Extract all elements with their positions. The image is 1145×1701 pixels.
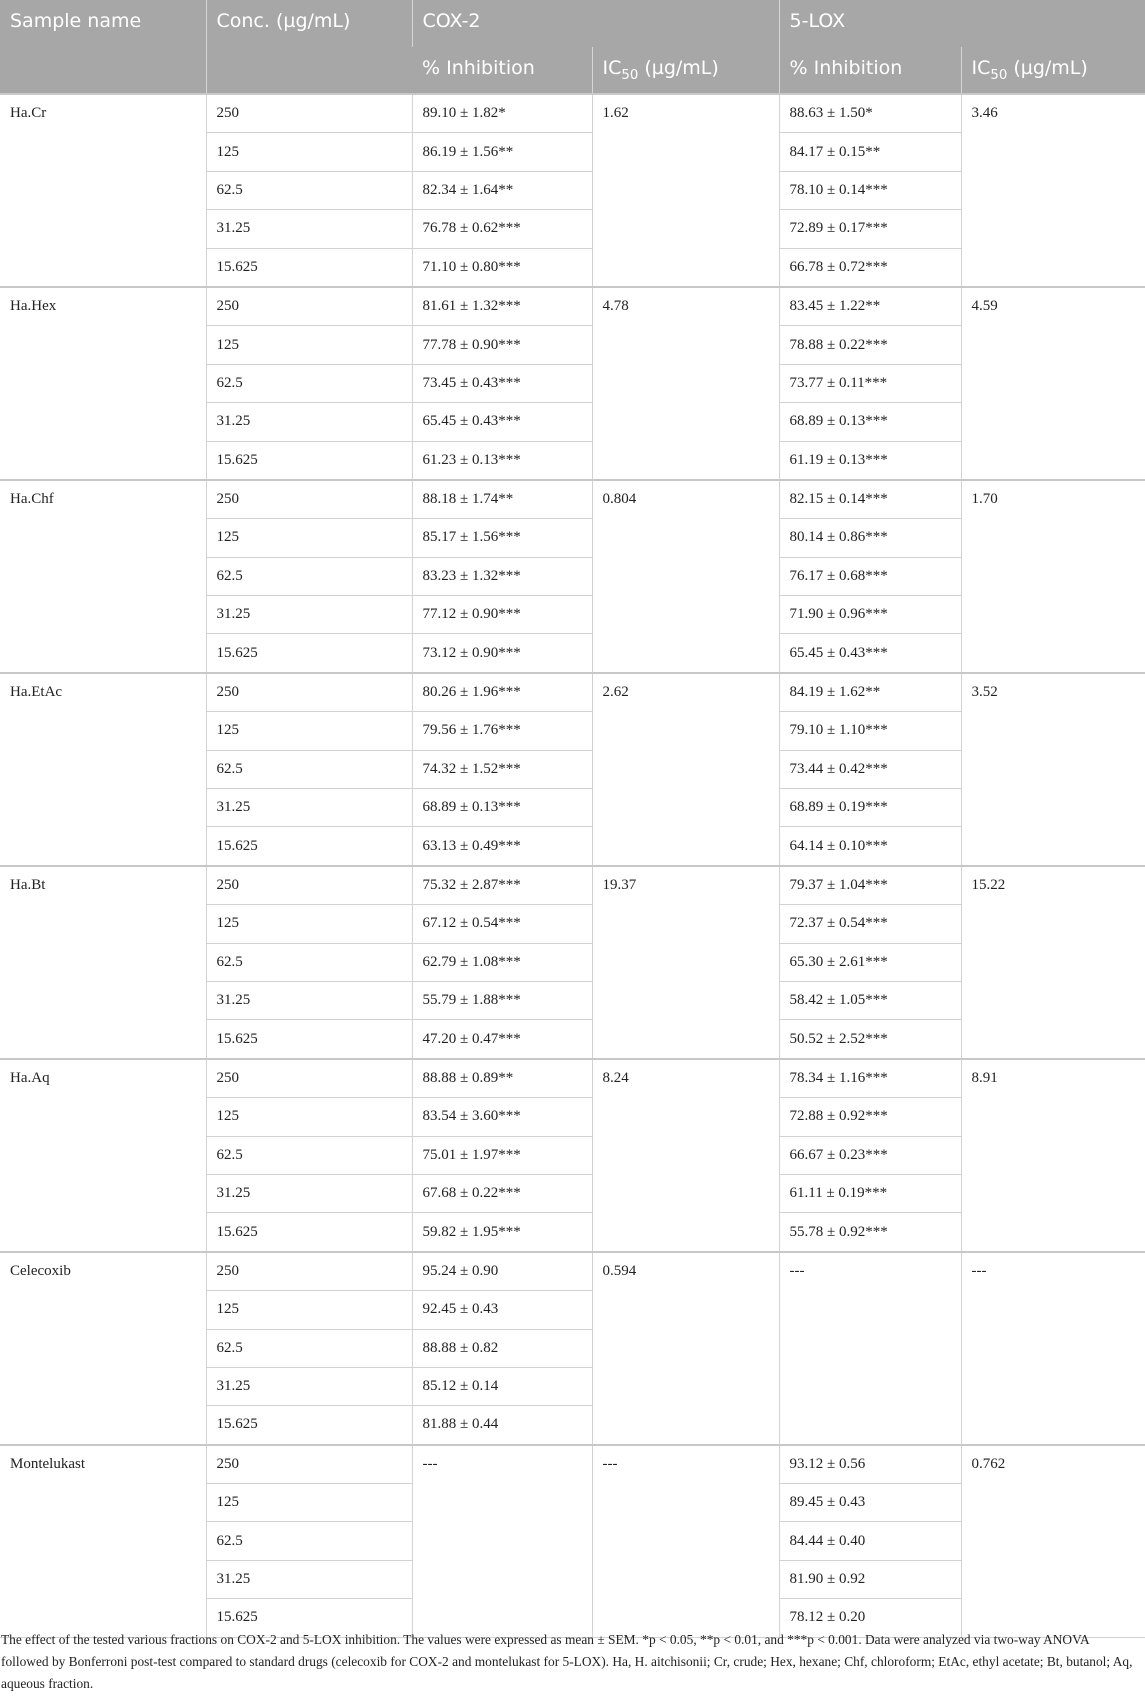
cox2-ic50-cell: 0.804: [592, 480, 779, 673]
5lox-inhibition-cell: 93.12 ± 0.56: [779, 1445, 961, 1484]
cox2-inhibition-cell: 62.79 ± 1.08***: [412, 943, 592, 981]
cox2-inhibition-cell: 75.01 ± 1.97***: [412, 1136, 592, 1174]
5lox-ic50-cell: 0.762: [961, 1445, 1145, 1637]
5lox-inhibition-cell: 66.78 ± 0.72***: [779, 248, 961, 287]
table-row: [0, 866, 1145, 905]
cox2-inhibition-cell: 95.24 ± 0.90: [412, 1252, 592, 1291]
5lox-inhibition-cell: 55.78 ± 0.92***: [779, 1213, 961, 1252]
sample-name-cell: Montelukast: [0, 1445, 206, 1637]
5lox-inhibition-cell: 73.77 ± 0.11***: [779, 364, 961, 402]
cox2-inhibition-cell: 73.12 ± 0.90***: [412, 634, 592, 673]
conc-cell: 250: [206, 94, 412, 133]
cox2-inhibition-cell: 77.12 ± 0.90***: [412, 596, 592, 634]
cox2-ic50-cell: 4.78: [592, 287, 779, 480]
conc-cell: 31.25: [206, 789, 412, 827]
table-body: [0, 94, 1145, 1637]
sample-name-cell: Ha.Aq: [0, 1059, 206, 1252]
cox2-inhibition-cell: 73.45 ± 0.43***: [412, 364, 592, 402]
conc-cell: 31.25: [206, 1560, 412, 1598]
5lox-inhibition-cell: 89.45 ± 0.43: [779, 1484, 961, 1522]
cox2-inhibition-cell: ---: [412, 1445, 592, 1637]
5lox-inhibition-cell: 65.45 ± 0.43***: [779, 634, 961, 673]
5lox-inhibition-cell: 64.14 ± 0.10***: [779, 827, 961, 866]
cox2-inhibition-cell: 67.68 ± 0.22***: [412, 1174, 592, 1212]
sample-name-cell: Ha.Chf: [0, 480, 206, 673]
header-conc: Conc. (µg/mL): [206, 0, 412, 94]
conc-cell: 125: [206, 712, 412, 750]
5lox-inhibition-cell: 79.37 ± 1.04***: [779, 866, 961, 905]
conc-cell: 15.625: [206, 248, 412, 287]
conc-cell: 125: [206, 133, 412, 171]
conc-cell: 31.25: [206, 1367, 412, 1405]
5lox-ic50-cell: 8.91: [961, 1059, 1145, 1252]
conc-cell: 62.5: [206, 171, 412, 209]
conc-cell: 250: [206, 287, 412, 326]
conc-cell: 15.625: [206, 1599, 412, 1637]
cox2-inhibition-cell: 67.12 ± 0.54***: [412, 905, 592, 943]
5lox-ic50-cell: 3.46: [961, 94, 1145, 287]
sample-name-cell: Ha.Cr: [0, 94, 206, 287]
5lox-inhibition-cell: 71.90 ± 0.96***: [779, 596, 961, 634]
conc-cell: 250: [206, 673, 412, 712]
sample-name-cell: Ha.Hex: [0, 287, 206, 480]
conc-cell: 31.25: [206, 596, 412, 634]
conc-cell: 62.5: [206, 1136, 412, 1174]
5lox-inhibition-cell: 72.37 ± 0.54***: [779, 905, 961, 943]
table-row: [0, 287, 1145, 326]
conc-cell: 125: [206, 1098, 412, 1136]
header-5lox-ic50: $IC_{50}$ (µg/mL): [961, 47, 1145, 94]
header-5lox-inhibition: % Inhibition: [779, 47, 961, 94]
cox2-inhibition-cell: 88.18 ± 1.74**: [412, 480, 592, 519]
5lox-inhibition-cell: 72.88 ± 0.92***: [779, 1098, 961, 1136]
cox2-inhibition-cell: 65.45 ± 0.43***: [412, 403, 592, 441]
cox2-inhibition-cell: 61.23 ± 0.13***: [412, 441, 592, 480]
5lox-inhibition-cell: 84.44 ± 0.40: [779, 1522, 961, 1560]
5lox-inhibition-cell: 78.12 ± 0.20: [779, 1599, 961, 1637]
5lox-inhibition-cell: 61.11 ± 0.19***: [779, 1174, 961, 1212]
conc-cell: 15.625: [206, 634, 412, 673]
5lox-inhibition-cell: 61.19 ± 0.13***: [779, 441, 961, 480]
conc-cell: 31.25: [206, 1174, 412, 1212]
5lox-inhibition-cell: 88.63 ± 1.50*: [779, 94, 961, 133]
table-row: [0, 1059, 1145, 1098]
5lox-inhibition-cell: ---: [779, 1252, 961, 1445]
cox2-inhibition-cell: 82.34 ± 1.64**: [412, 171, 592, 209]
conc-cell: 250: [206, 1059, 412, 1098]
5lox-inhibition-cell: 84.19 ± 1.62**: [779, 673, 961, 712]
conc-cell: 15.625: [206, 1406, 412, 1445]
5lox-ic50-cell: 4.59: [961, 287, 1145, 480]
5lox-inhibition-cell: 81.90 ± 0.92: [779, 1560, 961, 1598]
5lox-inhibition-cell: 50.52 ± 2.52***: [779, 1020, 961, 1059]
table-row: [0, 673, 1145, 712]
conc-cell: 250: [206, 1252, 412, 1291]
cox2-inhibition-cell: 83.23 ± 1.32***: [412, 557, 592, 595]
cox2-inhibition-cell: 47.20 ± 0.47***: [412, 1020, 592, 1059]
conc-cell: 125: [206, 326, 412, 364]
cox2-ic50-cell: 19.37: [592, 866, 779, 1059]
5lox-inhibition-cell: 66.67 ± 0.23***: [779, 1136, 961, 1174]
conc-cell: 125: [206, 905, 412, 943]
conc-cell: 250: [206, 480, 412, 519]
5lox-inhibition-cell: 78.10 ± 0.14***: [779, 171, 961, 209]
table-row: [0, 1252, 1145, 1291]
sample-name-cell: Celecoxib: [0, 1252, 206, 1445]
5lox-inhibition-cell: 68.89 ± 0.13***: [779, 403, 961, 441]
5lox-inhibition-cell: 82.15 ± 0.14***: [779, 480, 961, 519]
cox2-inhibition-cell: 77.78 ± 0.90***: [412, 326, 592, 364]
5lox-inhibition-cell: 78.88 ± 0.22***: [779, 326, 961, 364]
cox2-ic50-cell: ---: [592, 1445, 779, 1637]
cox2-inhibition-cell: 79.56 ± 1.76***: [412, 712, 592, 750]
cox2-inhibition-cell: 74.32 ± 1.52***: [412, 750, 592, 788]
5lox-inhibition-cell: 76.17 ± 0.68***: [779, 557, 961, 595]
sample-name-cell: Ha.Bt: [0, 866, 206, 1059]
table-row: [0, 480, 1145, 519]
cox2-inhibition-cell: 86.19 ± 1.56**: [412, 133, 592, 171]
5lox-ic50-cell: 1.70: [961, 480, 1145, 673]
5lox-ic50-cell: ---: [961, 1252, 1145, 1445]
header-sample-name: Sample name: [0, 0, 206, 94]
5lox-inhibition-cell: 68.89 ± 0.19***: [779, 789, 961, 827]
cox2-inhibition-cell: 75.32 ± 2.87***: [412, 866, 592, 905]
cox2-inhibition-cell: 83.54 ± 3.60***: [412, 1098, 592, 1136]
conc-cell: 31.25: [206, 981, 412, 1019]
cox2-ic50-cell: 1.62: [592, 94, 779, 287]
conc-cell: 62.5: [206, 364, 412, 402]
conc-cell: 250: [206, 866, 412, 905]
cox2-inhibition-cell: 55.79 ± 1.88***: [412, 981, 592, 1019]
sample-name-cell: Ha.EtAc: [0, 673, 206, 866]
header-cox2-inhibition: % Inhibition: [412, 47, 592, 94]
cox2-inhibition-cell: 88.88 ± 0.89**: [412, 1059, 592, 1098]
conc-cell: 62.5: [206, 943, 412, 981]
cox2-inhibition-cell: 71.10 ± 0.80***: [412, 248, 592, 287]
conc-cell: 31.25: [206, 210, 412, 248]
conc-cell: 125: [206, 1484, 412, 1522]
conc-cell: 15.625: [206, 441, 412, 480]
5lox-ic50-cell: 15.22: [961, 866, 1145, 1059]
cox2-inhibition-cell: 85.17 ± 1.56***: [412, 519, 592, 557]
5lox-inhibition-cell: 83.45 ± 1.22**: [779, 287, 961, 326]
5lox-inhibition-cell: 73.44 ± 0.42***: [779, 750, 961, 788]
cox2-inhibition-cell: 80.26 ± 1.96***: [412, 673, 592, 712]
cox2-ic50-cell: 8.24: [592, 1059, 779, 1252]
5lox-inhibition-cell: 84.17 ± 0.15**: [779, 133, 961, 171]
conc-cell: 62.5: [206, 557, 412, 595]
5lox-inhibition-cell: 72.89 ± 0.17***: [779, 210, 961, 248]
cox2-ic50-cell: 2.62: [592, 673, 779, 866]
5lox-inhibition-cell: 65.30 ± 2.61***: [779, 943, 961, 981]
cox2-inhibition-cell: 89.10 ± 1.82*: [412, 94, 592, 133]
header-5lox: 5-LOX: [779, 0, 1145, 47]
cox2-inhibition-cell: 85.12 ± 0.14: [412, 1367, 592, 1405]
conc-cell: 31.25: [206, 403, 412, 441]
cox2-inhibition-cell: 63.13 ± 0.49***: [412, 827, 592, 866]
cox2-inhibition-cell: 68.89 ± 0.13***: [412, 789, 592, 827]
conc-cell: 125: [206, 1291, 412, 1329]
conc-cell: 62.5: [206, 1329, 412, 1367]
cox2-inhibition-cell: 92.45 ± 0.43: [412, 1291, 592, 1329]
5lox-ic50-cell: 3.52: [961, 673, 1145, 866]
table-caption: The effect of the tested various fractions on COX-2 and 5-LOX inhibition. The values were expressed as mean ± SEM. *p < 0.05, **p < 0.01, and ***p < 0.001. Data were analyzed via two-way ANOVA followed by Bonferroni post-test compared to standard drugs (celecoxib for COX-2 and montelukast for 5-LOX). Ha, H. aitchisonii; Cr, crude; Hex, hexane; Chf, chloroform; EtAc, ethyl acetate; Bt, butanol; Aq, aqueous fraction.: [1, 1632, 1133, 1691]
conc-cell: 15.625: [206, 827, 412, 866]
cox2-ic50-cell: 0.594: [592, 1252, 779, 1445]
cox2-inhibition-cell: 76.78 ± 0.62***: [412, 210, 592, 248]
5lox-inhibition-cell: 78.34 ± 1.16***: [779, 1059, 961, 1098]
cox2-inhibition-cell: 81.88 ± 0.44: [412, 1406, 592, 1445]
conc-cell: 15.625: [206, 1213, 412, 1252]
conc-cell: 15.625: [206, 1020, 412, 1059]
conc-cell: 250: [206, 1445, 412, 1484]
conc-cell: 62.5: [206, 1522, 412, 1560]
conc-cell: 62.5: [206, 750, 412, 788]
header-cox2: COX-2: [412, 0, 779, 47]
table-row: [0, 1445, 1145, 1484]
5lox-inhibition-cell: 58.42 ± 1.05***: [779, 981, 961, 1019]
5lox-inhibition-cell: 80.14 ± 0.86***: [779, 519, 961, 557]
cox2-inhibition-cell: 59.82 ± 1.95***: [412, 1213, 592, 1252]
5lox-inhibition-cell: 79.10 ± 1.10***: [779, 712, 961, 750]
cox2-inhibition-cell: 81.61 ± 1.32***: [412, 287, 592, 326]
cox2-inhibition-cell: 88.88 ± 0.82: [412, 1329, 592, 1367]
table-row: [0, 94, 1145, 133]
conc-cell: 125: [206, 519, 412, 557]
header-cox2-ic50: $IC_{50}$ (µg/mL): [592, 47, 779, 94]
